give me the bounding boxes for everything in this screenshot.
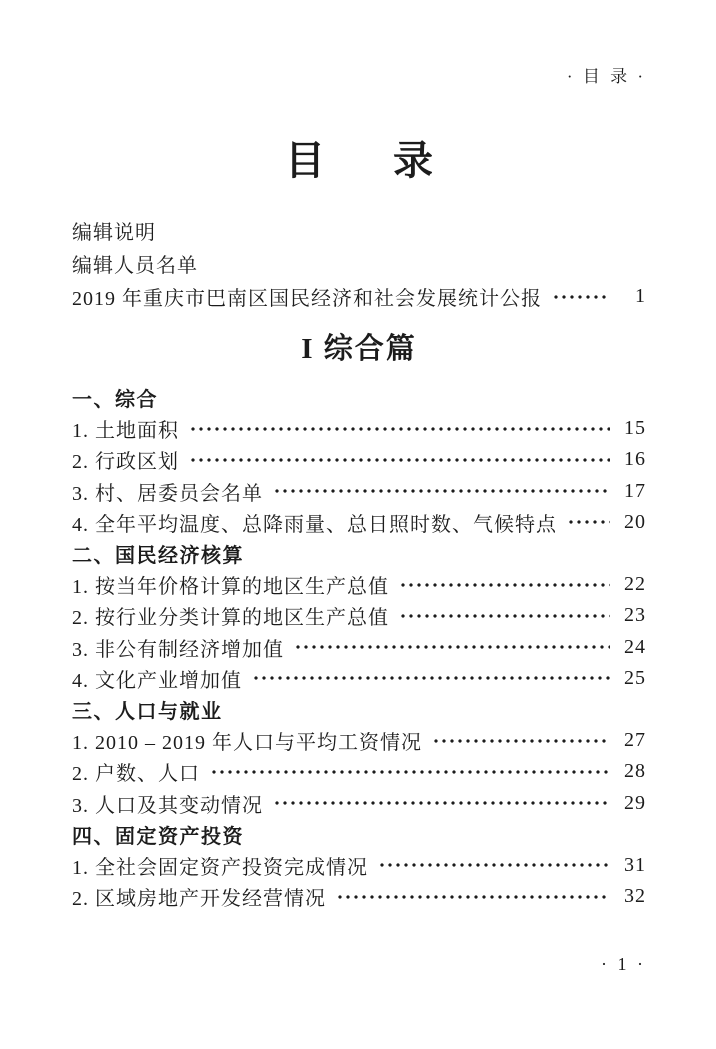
dot-leader	[212, 770, 610, 774]
entry-label: 3. 人口及其变动情况	[72, 794, 263, 817]
entry-page: 22	[624, 573, 646, 596]
entry-label: 1. 全社会固定资产投资完成情况	[72, 856, 368, 879]
toc-entry	[72, 787, 646, 818]
entry-page: 27	[624, 729, 646, 752]
toc-entry	[72, 476, 646, 507]
toc-entry	[72, 632, 646, 663]
dot-leader	[434, 739, 610, 743]
footer-page-number: · 1 ·	[601, 954, 646, 975]
entry-label: 1. 按当年价格计算的地区生产总值	[72, 576, 389, 599]
entry-label: 编辑人员名单	[72, 255, 198, 277]
entry-label: 1. 2010 – 2019 年人口与平均工资情况	[72, 732, 422, 755]
toc-entry	[72, 600, 646, 631]
entry-page: 31	[624, 853, 646, 876]
entry-page: 25	[624, 666, 646, 689]
toc-entry-statistical-communique	[72, 280, 646, 313]
toc-entry	[72, 413, 646, 444]
entry-label: 2. 按行业分类计算的地区生产总值	[72, 607, 389, 630]
dot-leader	[191, 427, 610, 431]
entry-label: 3. 村、居委员会名单	[72, 482, 263, 505]
entry-label: 2. 户数、人口	[72, 763, 200, 786]
toc-entry-editorial-notes	[72, 214, 646, 247]
entry-page: 17	[624, 479, 646, 502]
entry-label: 2. 区域房地产开发经营情况	[72, 888, 326, 911]
toc-entry	[72, 756, 646, 787]
dot-leader	[401, 583, 610, 587]
dot-leader	[275, 489, 610, 493]
toc-entry	[72, 725, 646, 756]
dot-leader	[554, 295, 610, 299]
dot-leader	[275, 801, 610, 805]
entry-page: 24	[624, 635, 646, 658]
entry-label: 3. 非公有制经济增加值	[72, 638, 284, 661]
section-heading-national-accounts: 二、国民经济核算	[72, 545, 244, 568]
toc-entry	[72, 569, 646, 600]
toc-entry	[72, 850, 646, 881]
part-heading: I 综合篇	[301, 333, 417, 365]
entry-page: 32	[624, 885, 646, 908]
entry-label: 4. 文化产业增加值	[72, 669, 242, 692]
entry-label: 2019 年重庆市巴南区国民经济和社会发展统计公报	[72, 288, 542, 310]
toc-entry	[72, 507, 646, 538]
toc-entry-editorial-staff	[72, 247, 646, 280]
dot-leader	[191, 458, 610, 462]
dot-leader	[254, 676, 610, 680]
dot-leader	[338, 895, 610, 899]
toc-entry	[72, 881, 646, 912]
toc-list	[72, 382, 646, 912]
entry-label: 编辑说明	[72, 222, 156, 244]
dot-leader	[296, 645, 610, 649]
toc-entry	[72, 663, 646, 694]
entry-label: 1. 土地面积	[72, 420, 179, 443]
running-header: · 目 录 ·	[566, 67, 646, 86]
entry-page: 15	[624, 417, 646, 440]
entry-page: 23	[624, 604, 646, 627]
section-heading-comprehensive: 一、综合	[72, 389, 158, 412]
entry-page: 16	[624, 448, 646, 471]
entry-page: 1	[635, 285, 646, 307]
dot-leader	[569, 520, 610, 524]
section-heading-fixed-asset-investment: 四、固定资产投资	[72, 825, 244, 848]
dot-leader	[380, 863, 610, 867]
entry-label: 2. 行政区划	[72, 451, 179, 474]
entry-page: 20	[624, 510, 646, 533]
entry-page: 28	[624, 760, 646, 783]
toc-entry	[72, 444, 646, 475]
entry-label: 4. 全年平均温度、总降雨量、总日照时数、气候特点	[72, 513, 557, 536]
dot-leader	[401, 614, 610, 618]
entry-page: 29	[624, 791, 646, 814]
section-heading-population-employment: 三、人口与就业	[72, 700, 223, 723]
page-title: 目 录	[285, 139, 447, 183]
front-matter-list	[72, 214, 646, 313]
